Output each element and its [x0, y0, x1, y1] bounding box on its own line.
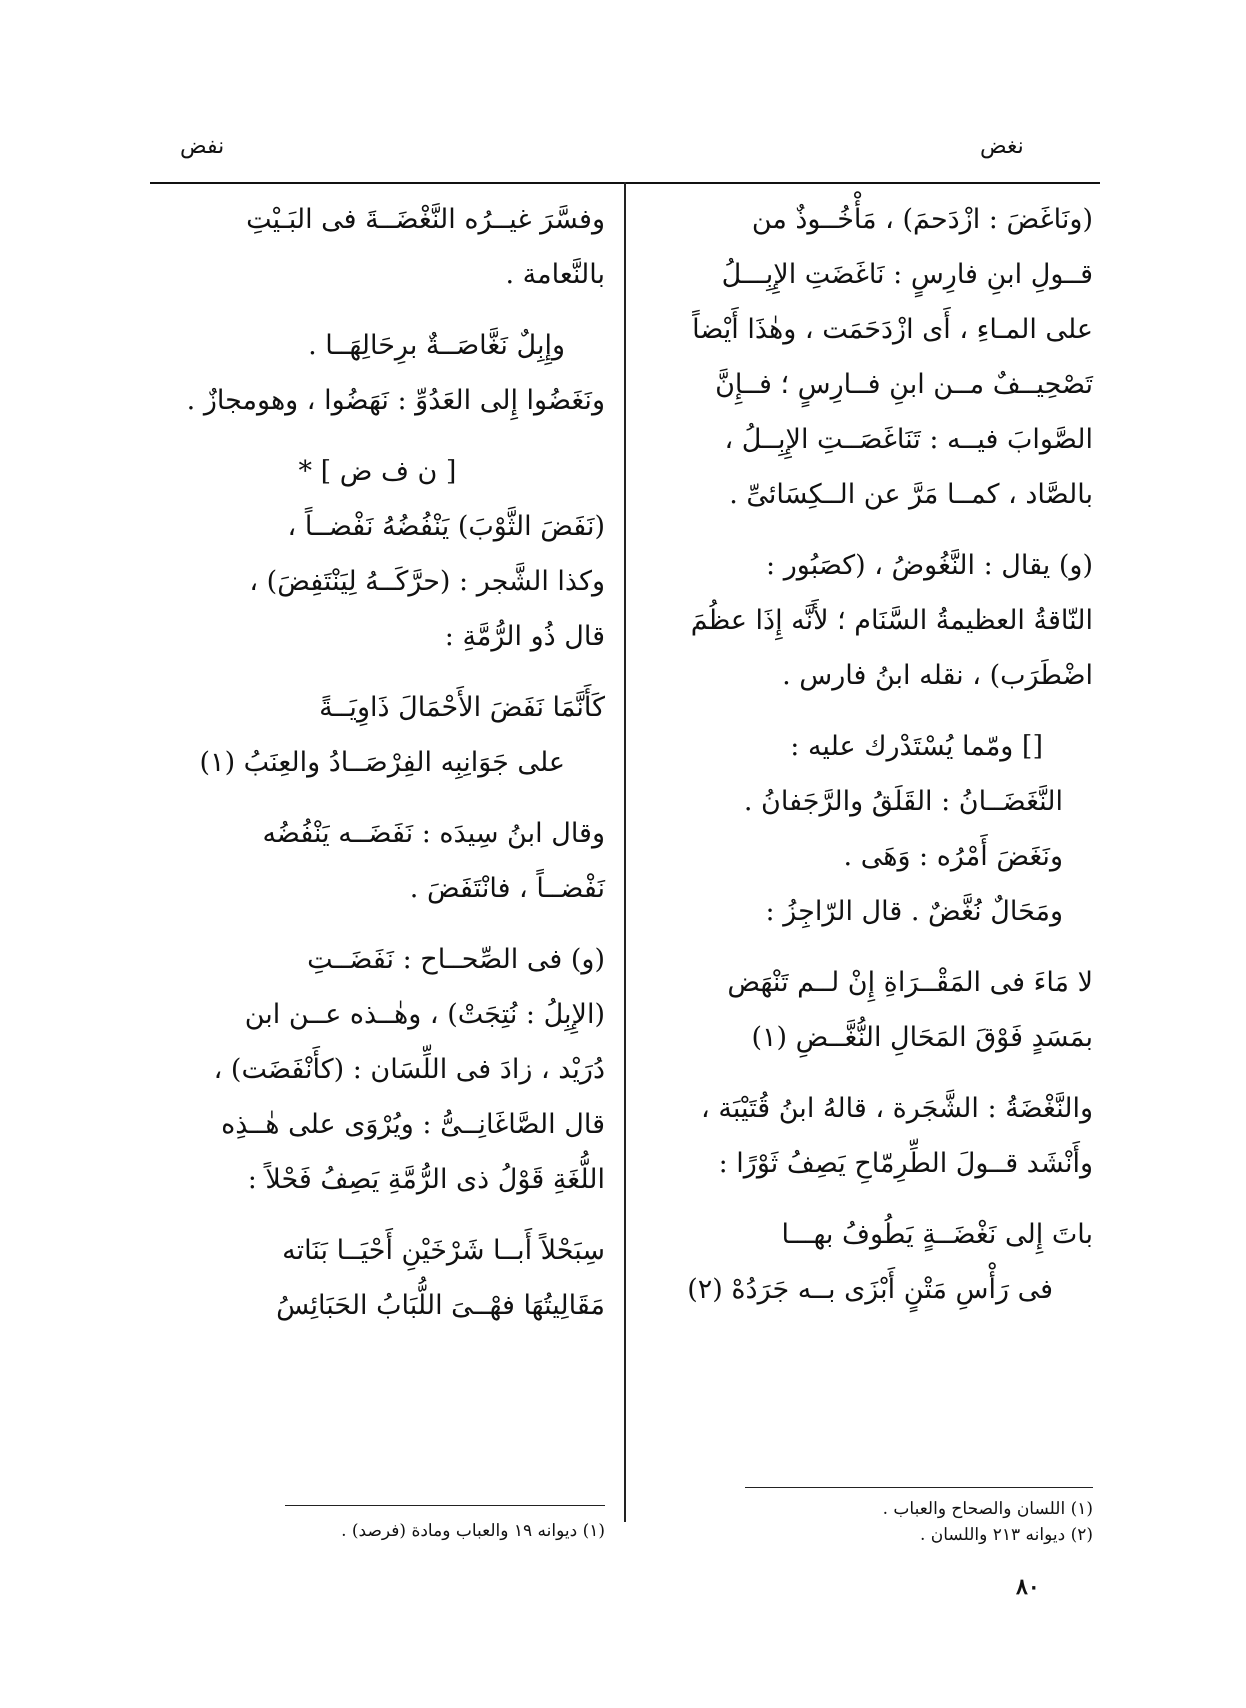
page-number: ٨٠	[1016, 1574, 1040, 1600]
paragraph-gap	[150, 1207, 605, 1223]
text-line: وكذا الشَّجر : (حرَّكَــهُ لِيَنْتَفِضَ) ،	[249, 566, 605, 597]
text-line: [] ومّما يُسْتَدْرك عليه :	[790, 731, 1043, 762]
text-line: وإِبِلٌ نَغَّاصَــةٌ برِحَالِهَــا .	[308, 330, 565, 361]
column-divider	[624, 182, 626, 1522]
text-line: وقال ابنُ سِيدَه : نَفَضَــه يَنْفُضُه	[262, 818, 605, 849]
text-line: النَّغَضَــانُ : القَلَقُ والرَّجَفانُ .	[743, 786, 1063, 817]
text-line: وفسَّرَ غيــرُه النَّغْضَــةَ فى البَـيْتِ	[246, 204, 605, 235]
text-line: (نَفَضَ الثَّوْبَ) يَنْفُضُهُ نَفْضــاً ،	[287, 511, 605, 542]
text-line: قال الصَّاغَانِــىُّ : ويُرْوَى على هٰــذِه	[221, 1109, 605, 1140]
paragraph-gap	[645, 1065, 1093, 1081]
text-line: دُرَيْد ، زادَ فى اللِّسَان : (كأَنْفَضَت) ،	[213, 1054, 605, 1085]
text-line: ونَغَضُوا إِلى العَدُوِّ : نَهَضُوا ، وهومجازٌ .	[186, 385, 605, 416]
paragraph-gap	[150, 664, 605, 680]
text-line: (و) يقال : النَّغُوضُ ، (كصَبُور :	[766, 550, 1093, 581]
text-line: على المـاءِ ، أَى ازْدَحَمَت ، وهٰذَا أَيْضاً	[692, 314, 1093, 345]
verse-line: باتَ إِلى نَغْضَــةٍ يَطُوفُ بهـــا	[781, 1219, 1093, 1250]
text-line: (و) فى الصِّحــاح : نَفَضَــتِ	[307, 944, 605, 975]
paragraph-gap	[645, 939, 1093, 955]
text-line: قال ذُو الرُّمَّةِ :	[444, 621, 605, 652]
entry-heading: [ ن ف ض ] *	[298, 456, 457, 487]
footnote-right	[645, 1496, 1093, 1548]
text-line: بالنَّعامة .	[505, 259, 605, 290]
text-line: بالصَّاد ، كمــا مَرَّ عن الــكِسَائىِّ .	[729, 479, 1093, 510]
text-line: اللُّغَةِ قَوْلُ ذى الرُّمَّةِ يَصِفُ فَحْلاً :	[247, 1164, 605, 1195]
footnote-line: (٢) ديوانه ٢١٣ واللسان .	[919, 1525, 1093, 1545]
verse-line: كَأَنَّمَا نَفَضَ الأَحْمَالَ ذَاوِيَــةً	[319, 692, 605, 723]
verse-line: على جَوَانِبِه الفِرْصَــادُ والعِنَبُ (١)	[199, 747, 565, 778]
text-line: (ونَاغَضَ : ازْدَحمَ) ، مَأْخُــوذٌ من	[751, 204, 1093, 235]
text-line: (الإِبِلُ : نُتِجَتْ) ، وهٰــذه عــن ابن	[244, 999, 605, 1030]
footnote-line: (١) اللسان والصحاح والعباب .	[882, 1499, 1093, 1519]
text-line: اضْطَرَب) ، نقله ابنُ فارس .	[782, 660, 1093, 691]
running-header-right: نغض	[980, 134, 1024, 159]
paragraph-gap	[645, 1191, 1093, 1207]
verse-line: سِبَحْلاً أَبــا شَرْخَيْنِ أَحْيَــا بَنَاته	[282, 1235, 605, 1266]
text-line: النّاقةُ العظيمةُ السَّنَام ؛ لأَنَّه إِذَا عظُمَ	[690, 605, 1093, 636]
paragraph-gap	[150, 302, 605, 318]
paragraph-gap	[645, 522, 1093, 538]
footnote-rule-left	[285, 1505, 605, 1506]
footnote-left	[150, 1518, 605, 1544]
running-header-left: نفض	[180, 134, 225, 159]
paragraph-gap	[645, 703, 1093, 719]
text-line: ومَحَالٌ نُغَّضٌ . قال الرّاجِزُ :	[765, 896, 1063, 927]
paragraph-gap	[150, 916, 605, 932]
footnote-line: (١) ديوانه ١٩ والعباب ومادة (فرصد) .	[341, 1521, 605, 1541]
text-line: قــولِ ابنِ فارِسٍ : نَاغَضَتِ الإِبِـــلُ	[721, 259, 1093, 290]
verse-line: فى رَأْسِ مَتْنٍ أَبْزَى بــه جَرَدُهْ (٢)	[687, 1274, 1053, 1305]
text-line: الصَّوابَ فيــه : تَنَاغَصَــتِ الإِبِــلُ ،	[724, 424, 1093, 455]
paragraph-gap	[150, 790, 605, 806]
text-line: تَصْحِيــفٌ مــن ابنِ فــارِسٍ ؛ فــإِنَّ	[715, 369, 1093, 400]
text-line: ونَغَضَ أَمْرُه : وَهَى .	[843, 841, 1063, 872]
left-column	[150, 192, 605, 1333]
verse-line: لا مَاءَ فى المَقْــرَاةِ إِنْ لــم تَنْهَض	[727, 967, 1093, 998]
verse-line: بمَسَدٍ فَوْقَ المَحَالِ النُّغَّــضِ (١)	[751, 1022, 1093, 1053]
footnote-rule-right	[745, 1487, 1093, 1488]
text-line: وأَنْشَد قــولَ الطِّرِمّاحِ يَصِفُ ثَوْرًا :	[718, 1148, 1093, 1179]
paragraph-gap	[150, 428, 605, 444]
text-line: والنَّغْضَةُ : الشَّجَرة ، قالهُ ابنُ قُتَيْبَة ،	[701, 1093, 1093, 1124]
right-column	[645, 192, 1093, 1317]
text-line: نَفْضــاً ، فانْتَفَضَ .	[409, 873, 605, 904]
verse-line: مَقَالِيتُهَا فهْــىَ اللُّبَابُ الحَبَائِسُ	[276, 1290, 605, 1321]
